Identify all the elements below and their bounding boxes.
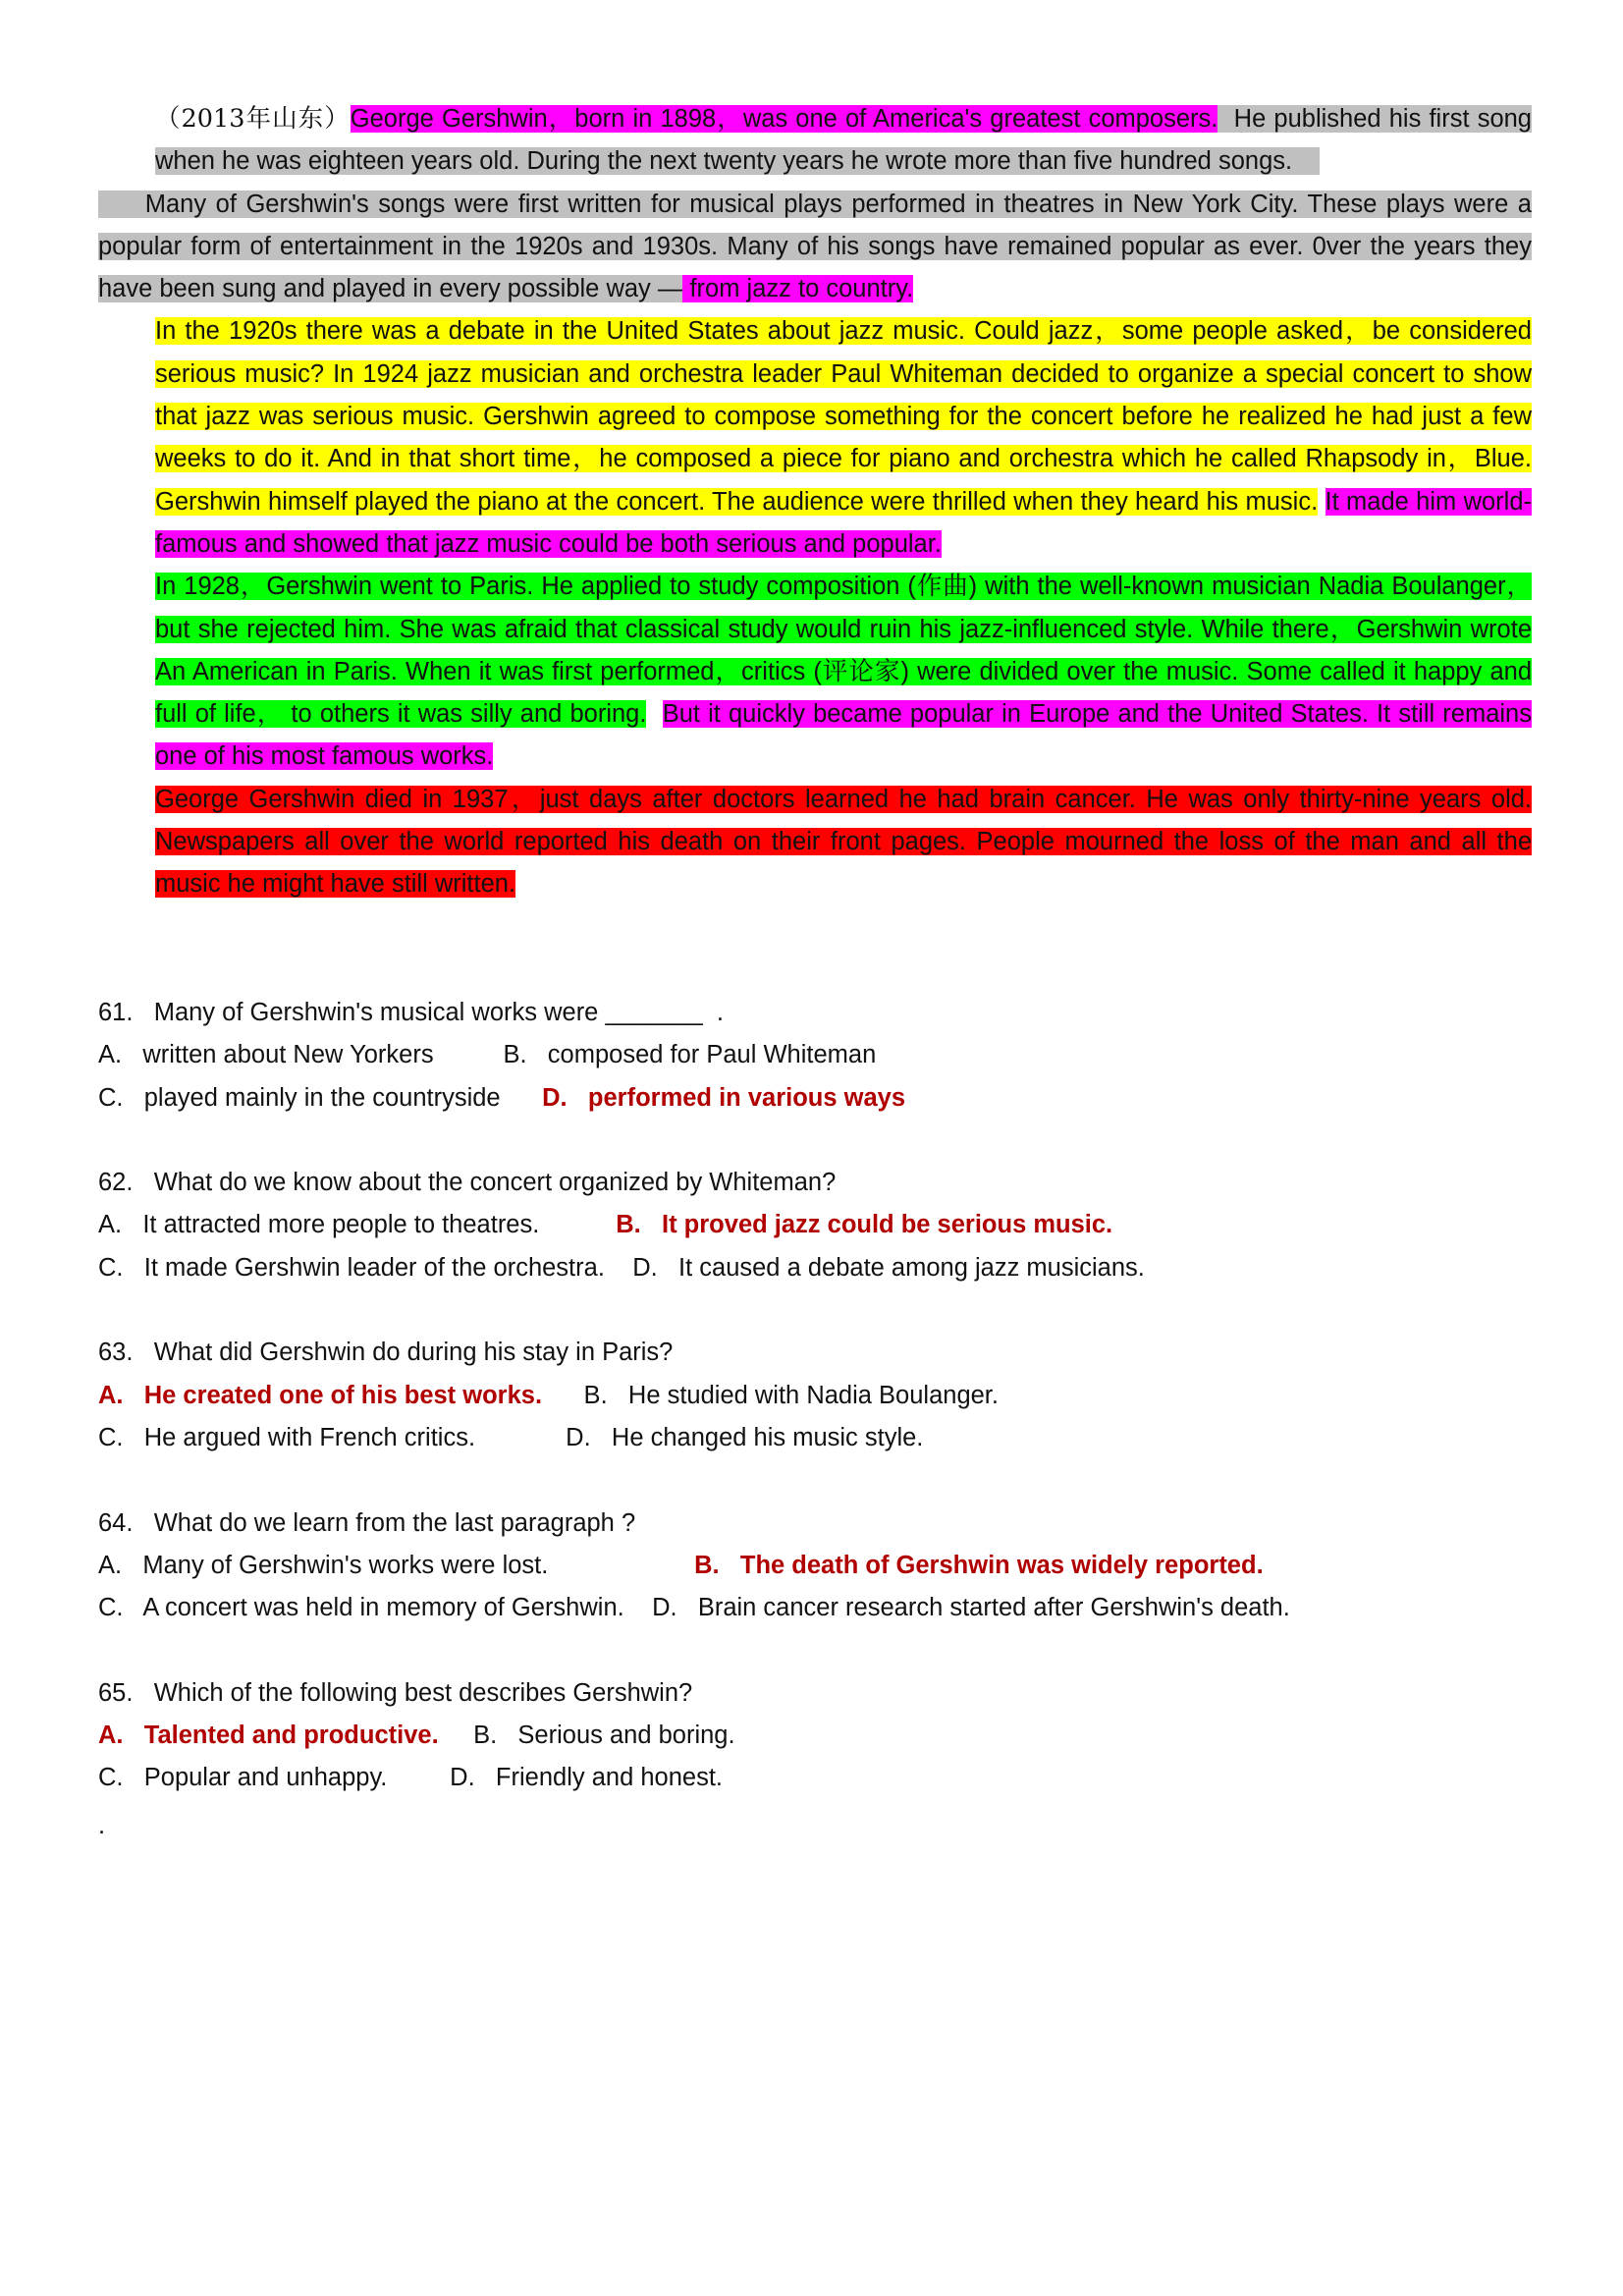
option-row: [98, 1715, 1532, 1757]
question-62: [98, 1162, 1532, 1289]
option-row: [98, 1375, 1532, 1417]
trailing-mark: .: [98, 1812, 106, 1839]
paragraph-2: [98, 184, 1532, 311]
question-stem: 63. What did Gershwin do during his stay in Paris?: [98, 1339, 674, 1367]
option-b-answer: B. It proved jazz could be serious music.: [616, 1211, 1113, 1239]
option-c: C. It made Gershwin leader of the orchestra.: [98, 1253, 633, 1282]
option-a-answer: A. He created one of his best works.: [98, 1381, 543, 1409]
source-label: （2013年山东）: [155, 104, 351, 134]
reading-passage: [98, 98, 1532, 906]
paragraph-5: [98, 779, 1532, 906]
option-row: [98, 1757, 1532, 1799]
option-a-answer: A. Talented and productive.: [98, 1722, 439, 1750]
option-row: [98, 1417, 1532, 1459]
option-b: B. composed for Paul Whiteman: [503, 1041, 877, 1069]
option-d: D. Brain cancer research started after Gershwin's death.: [652, 1594, 1290, 1622]
option-c: C. played mainly in the countryside: [98, 1083, 543, 1112]
question-stem: 64. What do we learn from the last paragraph ?: [98, 1508, 636, 1537]
option-b: B. Serious and boring.: [438, 1722, 735, 1750]
question-64: [98, 1503, 1532, 1630]
question-stem: 62. What do we know about the concert organized by Whiteman?: [98, 1169, 837, 1197]
question-stem: 65. Which of the following best describes Gershwin?: [98, 1678, 693, 1707]
option-row: [98, 1587, 1532, 1629]
option-d: D. Friendly and honest.: [450, 1764, 723, 1792]
paragraph-1-text: He published his first song when he was eighteen years old. During the next twenty years he wrote more than five hundred songs.: [155, 105, 1532, 176]
option-a: A. Many of Gershwin's works were lost.: [98, 1551, 695, 1579]
paragraph-3: [98, 310, 1532, 566]
highlight-magenta: from jazz to country.: [682, 275, 914, 303]
option-a: A. written about New Yorkers: [98, 1041, 504, 1069]
option-row: [98, 1077, 1532, 1120]
question-list: [98, 992, 1532, 1842]
question-65: [98, 1672, 1532, 1800]
option-b: B. He studied with Nadia Boulanger.: [542, 1381, 999, 1409]
highlight-magenta: George Gershwin，born in 1898，was one of America's greatest composers.: [350, 105, 1218, 133]
paragraph-4: [98, 566, 1532, 778]
highlight-green: In 1928，Gershwin went to Paris. He applied to study composition (作曲) with the well-known musician Nadia Boulanger，but she rejected him. She was afraid that classical study would ruin his jazz-influenced style. While there，Gershwin wrote An American in Paris. When it was first performed，critics (评论家) were divided over the music. Some called it happy and full of life， to others it was silly and boring.: [155, 573, 1532, 729]
question-61: [98, 992, 1532, 1120]
highlight-red: George Gershwin died in 1937，just days after doctors learned he had brain cancer. He was only thirty-nine years old. Newspapers all over the world reported his death on their front pages. People mourned the loss of the man and all the music he might have still written.: [155, 785, 1532, 899]
option-d-answer: D. performed in various ways: [542, 1083, 906, 1112]
option-c: C. A concert was held in memory of Gershwin.: [98, 1594, 653, 1622]
option-row: [98, 1204, 1532, 1246]
highlight-magenta: It made him world-famous and showed that jazz music could be both serious and popular.: [155, 487, 1532, 558]
option-row: [98, 1247, 1532, 1289]
option-row: [98, 1545, 1532, 1587]
paragraph-2-text: Many of Gershwin's songs were first written for musical plays performed in theatres in New York City. These plays were a popular form of entertainment in the 1920s and 1930s. Many of his songs have remained popular as ever. 0ver the years they have been sung and played in every possible way —: [98, 190, 1532, 303]
option-c: C. Popular and unhappy.: [98, 1764, 451, 1792]
option-d: D. He changed his music style.: [566, 1423, 924, 1451]
option-a: A. It attracted more people to theatres.: [98, 1211, 617, 1239]
highlight-magenta: But it quickly became popular in Europe and the United States. It still remains one of his most famous works.: [155, 700, 1532, 771]
question-63: [98, 1332, 1532, 1459]
highlight-yellow: In the 1920s there was a debate in the United States about jazz music. Could jazz，some people asked，be considered serious music? In 1924 jazz musician and orchestra leader Paul Whiteman decided to organize a special concert to show that jazz was serious music. Gershwin agreed to compose something for the concert before he realized he had just a few weeks to do it. And in that short time，he composed a piece for piano and orchestra which he called Rhapsody in，Blue. Gershwin himself played the piano at the concert. The audience were thrilled when they heard his music.: [155, 317, 1532, 516]
option-row: [98, 1034, 1532, 1076]
option-c: C. He argued with French critics.: [98, 1423, 567, 1451]
option-d: D. It caused a debate among jazz musicians.: [632, 1253, 1145, 1282]
question-stem: 61. Many of Gershwin's musical works were _______ .: [98, 999, 724, 1026]
option-b-answer: B. The death of Gershwin was widely reported.: [694, 1551, 1264, 1579]
paragraph-1: [98, 98, 1532, 184]
